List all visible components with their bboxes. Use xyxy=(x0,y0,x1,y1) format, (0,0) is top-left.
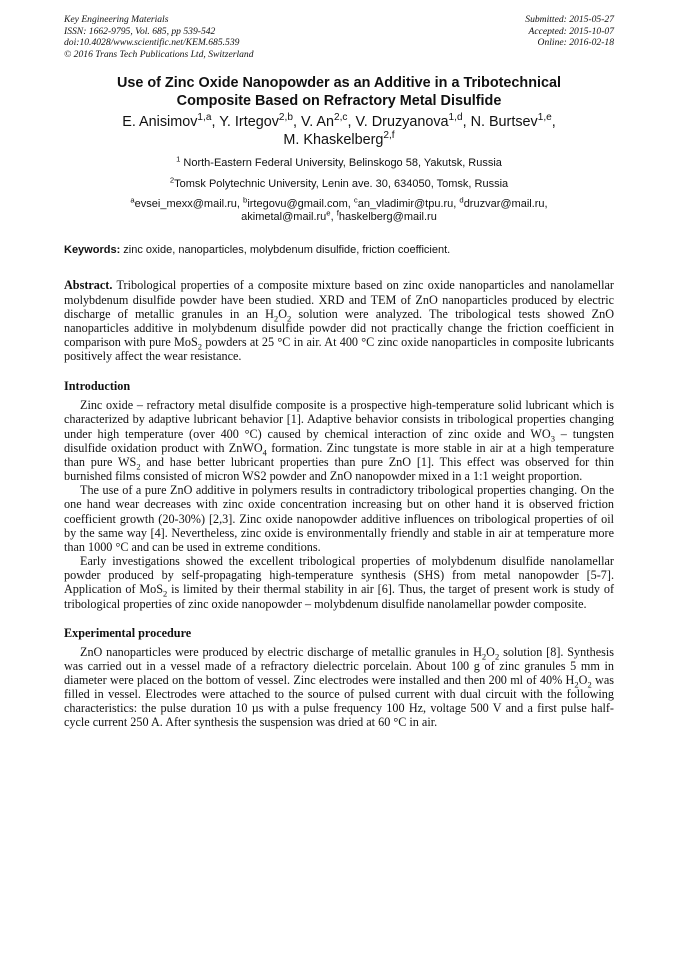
paper-page xyxy=(64,14,614,730)
journal-info xyxy=(64,14,254,60)
email-list: $^a$evsei_mexx@mail.ru, $^b$irtegovu@gmail.com, $^c$an_vladimir@tpu.ru, $^d$druzvar@mail.ru, $akimetal@mail.ru^e$, $^f$haskelberg@mail.ru xyxy=(130,195,548,224)
affiliation-sup: 2 xyxy=(169,175,175,185)
subscript: 4 xyxy=(262,447,267,458)
keywords-label: Keywords: xyxy=(64,244,121,257)
journal-copyright: © 2016 Trans Tech Publications Ltd, Switzerland xyxy=(64,48,254,60)
author-name: V. An xyxy=(300,114,335,131)
subscript: 3 xyxy=(550,433,555,444)
body-text: O xyxy=(578,672,588,687)
email-sup: f xyxy=(336,208,339,218)
affiliation-1 xyxy=(64,154,614,170)
subscript: 2 xyxy=(163,588,168,599)
abstract-text: O xyxy=(278,306,287,321)
email-sup: d xyxy=(459,195,464,205)
subscript: 2 xyxy=(494,651,500,662)
body-text: formation. Zinc tungstate is more stable in air at a high temperature than pure WS xyxy=(64,440,614,469)
abstract-text: solution were analyzed. The tribological tests showed ZnO nanoparticles additive in molybdenum disulfide powder did not practically change the friction coefficient in comparison with pure MoS xyxy=(64,306,615,349)
author-name: M. Khaskelberg xyxy=(283,132,384,149)
author-name: Y. Irtegov xyxy=(219,114,279,131)
author-sup: 1,d xyxy=(448,112,463,124)
paper-title xyxy=(64,74,614,110)
email-sup: e xyxy=(326,208,331,218)
affiliation-text: North-Eastern Federal University, Belinskogo 58, Yakutsk, Russia xyxy=(180,157,502,170)
body-text: Zinc oxide – refractory metal disulfide composite is a prospective high-temperature solid lubricant which is characterized by adaptive lubricant behavior [1]. Adaptive behavior consists in tribological properties changing under high temperature (over 400 °C) caused by chemical interaction of zinc oxide and WO xyxy=(64,398,614,441)
email-link[interactable]: haskelberg@mail.ru xyxy=(338,211,437,224)
submission-dates xyxy=(525,14,614,60)
email-link[interactable]: druzvar@mail.ru xyxy=(463,198,545,211)
subscript: 2 xyxy=(587,679,592,690)
keywords-text: zinc oxide, nanoparticles, molybdenum disulfide, friction coefficient. xyxy=(120,244,451,257)
email-link[interactable]: evsei_mexx@mail.ru xyxy=(134,198,237,211)
experimental-paragraph xyxy=(64,645,614,730)
experimental-heading: Experimental procedure xyxy=(64,625,192,640)
subscript: 2 xyxy=(574,679,579,690)
author-list: E. Anisimov$^{1,a}$, Y. Irtegov$^{2,b}$, V. An$^{2,c}$, V. Druzyanova$^{1,d}$, N. Burtsev$^{1,e}$, M. Khaskelberg$^{2,f}$ xyxy=(122,112,556,149)
body-text: solution [8]. Synthesis was carried out in a vessel made of a refractory dielectric porcelain. About 100 g of zinc granules 5 mm in diameter were placed on the bottom of vessel. Zinc electrodes were installed and then 200 ml of 40% H xyxy=(64,644,614,687)
body-text: ZnO nanoparticles were produced by electric discharge of metallic granules in H xyxy=(80,644,482,659)
email-sup: a xyxy=(130,195,135,205)
affiliation-text: Tomsk Polytechnic University, Lenin ave. 30, 634050, Tomsk, Russia xyxy=(174,178,509,191)
body-text: was filled in vessel. Electrodes were attached to the source of pulsed current with dual circuit with the following characteristics: the pulse duration 10 µs with a pulse frequency 100 Hz, voltage 500 V and a first pulse half-cycle current 250 A. After synthesis the suspension was dried at 60 °C in air. xyxy=(64,672,614,730)
abstract-text: Tribological properties of a composite mixture based on zinc oxide nanoparticles and nanolamellar molybdenum disulfide powder have been studied. XRD and TEM of ZnO nanoparticles produced by electric discharge of metallic granules in an H xyxy=(64,278,614,321)
body-text: O xyxy=(486,644,495,659)
online-date: Online: 2016-02-18 xyxy=(537,37,614,49)
email-sup: b xyxy=(243,195,248,205)
subscript: 2 xyxy=(197,341,202,352)
keywords xyxy=(64,244,614,257)
author-sup: 2,b xyxy=(278,112,293,124)
affiliation-2 xyxy=(64,175,614,191)
journal-header xyxy=(64,14,614,60)
author-name: N. Burtsev xyxy=(470,114,538,131)
body-text: and hase better lubricant properties than pure ZnO [1]. This effect was observed for thin burnished films consisted of micron WS2 powder and ZnO nanopowder mixed in a 1:1 weight proportion. xyxy=(64,454,614,484)
introduction-heading: Introduction xyxy=(64,379,131,394)
author-name: E. Anisimov xyxy=(122,114,198,131)
author-sup: 2,f xyxy=(383,130,395,142)
accepted-date: Accepted: 2015-10-07 xyxy=(528,25,614,37)
journal-doi: doi:10.4028/www.scientific.net/KEM.685.539 xyxy=(64,37,240,49)
email-link[interactable]: an_vladimir@tpu.ru xyxy=(357,198,454,211)
body-text: is limited by their thermal stability in air [6]. Thus, the target of present work is study of tribological properties of zinc oxide nanopowder – molybdenum disulfide nanolamellar powder composite. xyxy=(64,582,614,611)
abstract-text: powders at 25 °C in air. At 400 °C zinc oxide nanoparticles in composite lubricants positively affect the wear resistance. xyxy=(64,335,614,364)
body-text: – tungsten disulfide oxidation product with ZnWO xyxy=(64,426,614,455)
subscript: 2 xyxy=(287,313,292,324)
email-link[interactable]: irtegovu@gmail.com xyxy=(247,198,348,211)
subscript: 2 xyxy=(481,651,487,662)
title-line-1: Use of Zinc Oxide Nanopowder as an Additive in a Tribotechnical xyxy=(116,75,562,92)
subscript: 2 xyxy=(136,461,141,472)
submitted-date: Submitted: 2015-05-27 xyxy=(525,14,614,25)
affiliation-sup: 1 xyxy=(176,154,181,164)
journal-issn: ISSN: 1662-9795, Vol. 685, pp 539-542 xyxy=(64,25,216,37)
intro-paragraph-2: The use of a pure ZnO additive in polymers results in contradictory tribological properties changing. On the one hand wear decreases with zinc oxide concentration increasing but on other hand it is observed friction coefficient growth (20-30%) [2,3]. Zinc oxide nanopowder additive influences on tribological properties of oil by the same way [4]. Nevertheless, zinc oxide is environmentally friendly and stable in air at temperature more than 1000 °C and can be used in extreme conditions. xyxy=(64,483,614,554)
subscript: 2 xyxy=(273,313,279,324)
title-line-2: Composite Based on Refractory Metal Disulfide xyxy=(176,93,502,110)
abstract-label: Abstract. xyxy=(64,278,113,293)
author-sup: 2,c xyxy=(334,112,348,124)
author-sup: 1,a xyxy=(197,112,212,124)
body-text: Early investigations showed the excellent tribological properties of molybdenum disulfide nanolamellar powder produced by self-propagating high-temperature synthesis (SHS) from metal nanopowder [5-7]. Application of MoS xyxy=(64,554,614,597)
intro-paragraph-1 xyxy=(64,398,614,483)
email-link[interactable]: akimetal@mail.ru xyxy=(241,211,327,224)
author-sup: 1,e xyxy=(537,112,552,124)
author-name: V. Druzyanova xyxy=(355,114,449,131)
intro-paragraph-3 xyxy=(64,554,614,611)
journal-name: Key Engineering Materials xyxy=(64,14,169,25)
abstract-paragraph xyxy=(64,278,614,363)
email-sup: c xyxy=(353,195,358,205)
